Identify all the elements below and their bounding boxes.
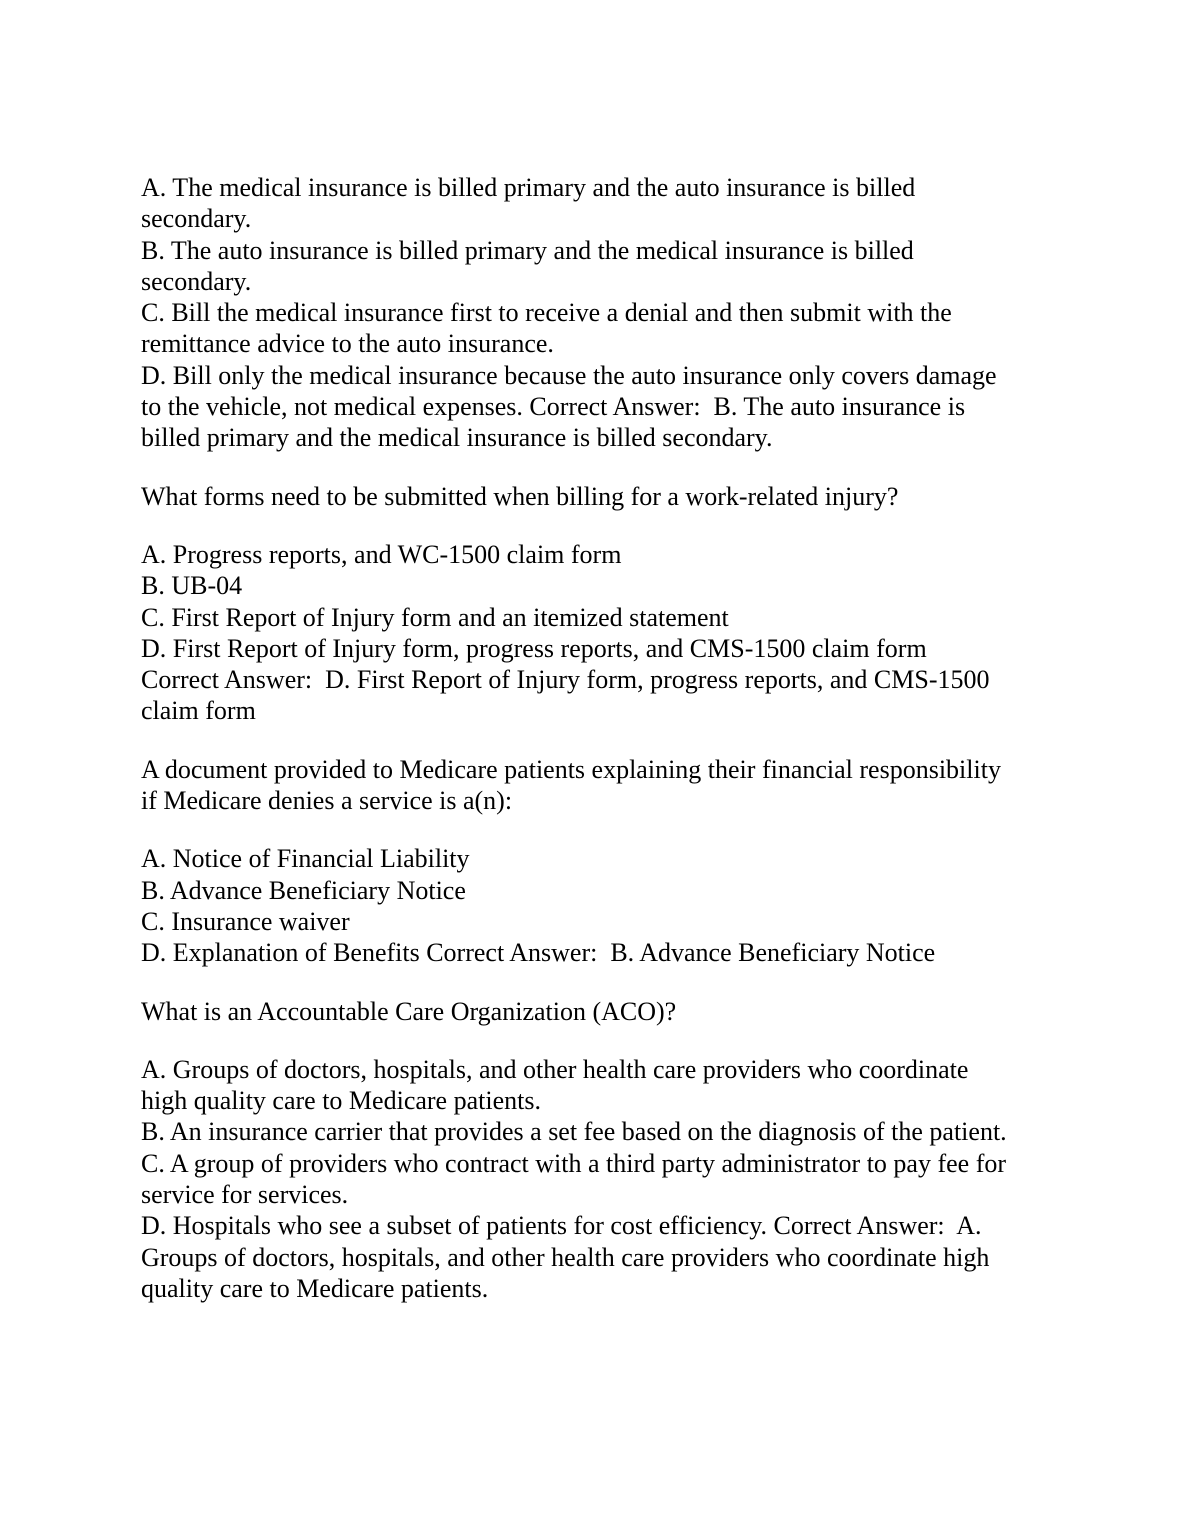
q3-option-a: A. Notice of Financial Liability — [141, 844, 470, 874]
q3-option-c: C. Insurance waiver — [141, 906, 350, 936]
q1-option-b-line-2: secondary. — [141, 266, 252, 296]
q2-correct-answer-line-2: claim form — [141, 696, 256, 726]
q4-option-d-and-answer-line-1: D. Hospitals who see a subset of patients for cost efficiency. Correct Answer: A. — [141, 1211, 982, 1241]
q3-block — [141, 754, 1061, 969]
q4-option-a-line-1: A. Groups of doctors, hospitals, and other health care providers who coordinate — [141, 1054, 969, 1084]
q4-question: What is an Accountable Care Organization (ACO)? — [141, 996, 677, 1026]
q3-option-d-and-answer: D. Explanation of Benefits Correct Answer: B. Advance Beneficiary Notice — [141, 938, 936, 968]
q2-option-d: D. First Report of Injury form, progress reports, and CMS-1500 claim form — [141, 633, 927, 663]
q2-correct-answer-line-1: Correct Answer: D. First Report of Injury form, progress reports, and CMS-1500 — [141, 665, 990, 695]
q1-option-c-line-1: C. Bill the medical insurance first to receive a denial and then submit with the — [141, 298, 952, 328]
q4-block — [141, 996, 1061, 1305]
paragraph-gap — [141, 454, 1061, 481]
paragraph-gap — [141, 816, 1061, 843]
q4-option-c-line-2: service for services. — [141, 1180, 349, 1210]
q1-option-b-line-1: B. The auto insurance is billed primary and the medical insurance is billed — [141, 235, 914, 265]
q2-option-a: A. Progress reports, and WC-1500 claim form — [141, 539, 622, 569]
paragraph-gap — [141, 727, 1061, 754]
document-page — [141, 172, 1061, 1304]
paragraph-gap — [141, 969, 1061, 996]
q1-option-d-line-2: to the vehicle, not medical expenses. Correct Answer: B. The auto insurance is — [141, 392, 966, 422]
q1-option-a-line-2: secondary. — [141, 204, 252, 234]
q2-block — [141, 481, 1061, 727]
q1-answer-block — [141, 172, 1061, 454]
q3-option-b: B. Advance Beneficiary Notice — [141, 875, 466, 905]
q4-option-c-line-1: C. A group of providers who contract with a third party administrator to pay fee for — [141, 1148, 1007, 1178]
q3-question-line-2: if Medicare denies a service is a(n): — [141, 786, 513, 816]
q1-option-d-line-1: D. Bill only the medical insurance because the auto insurance only covers damage — [141, 360, 997, 390]
paragraph-gap — [141, 1027, 1061, 1054]
q2-option-b: B. UB-04 — [141, 571, 243, 601]
q1-option-c-line-2: remittance advice to the auto insurance. — [141, 329, 554, 359]
q4-option-a-line-2: high quality care to Medicare patients. — [141, 1086, 541, 1116]
q1-option-a-line-1: A. The medical insurance is billed primary and the auto insurance is billed — [141, 173, 916, 202]
paragraph-gap — [141, 512, 1061, 539]
q4-correct-answer-line-2: Groups of doctors, hospitals, and other health care providers who coordinate high — [141, 1242, 990, 1272]
q1-correct-answer-line: billed primary and the medical insurance is billed secondary. — [141, 423, 773, 453]
q4-option-b: B. An insurance carrier that provides a set fee based on the diagnosis of the patient. — [141, 1117, 1007, 1147]
q4-correct-answer-line-3: quality care to Medicare patients. — [141, 1273, 489, 1303]
q2-question: What forms need to be submitted when billing for a work-related injury? — [141, 481, 899, 511]
q2-option-c: C. First Report of Injury form and an itemized statement — [141, 602, 729, 632]
q3-question-line-1: A document provided to Medicare patients explaining their financial responsibility — [141, 754, 1001, 784]
